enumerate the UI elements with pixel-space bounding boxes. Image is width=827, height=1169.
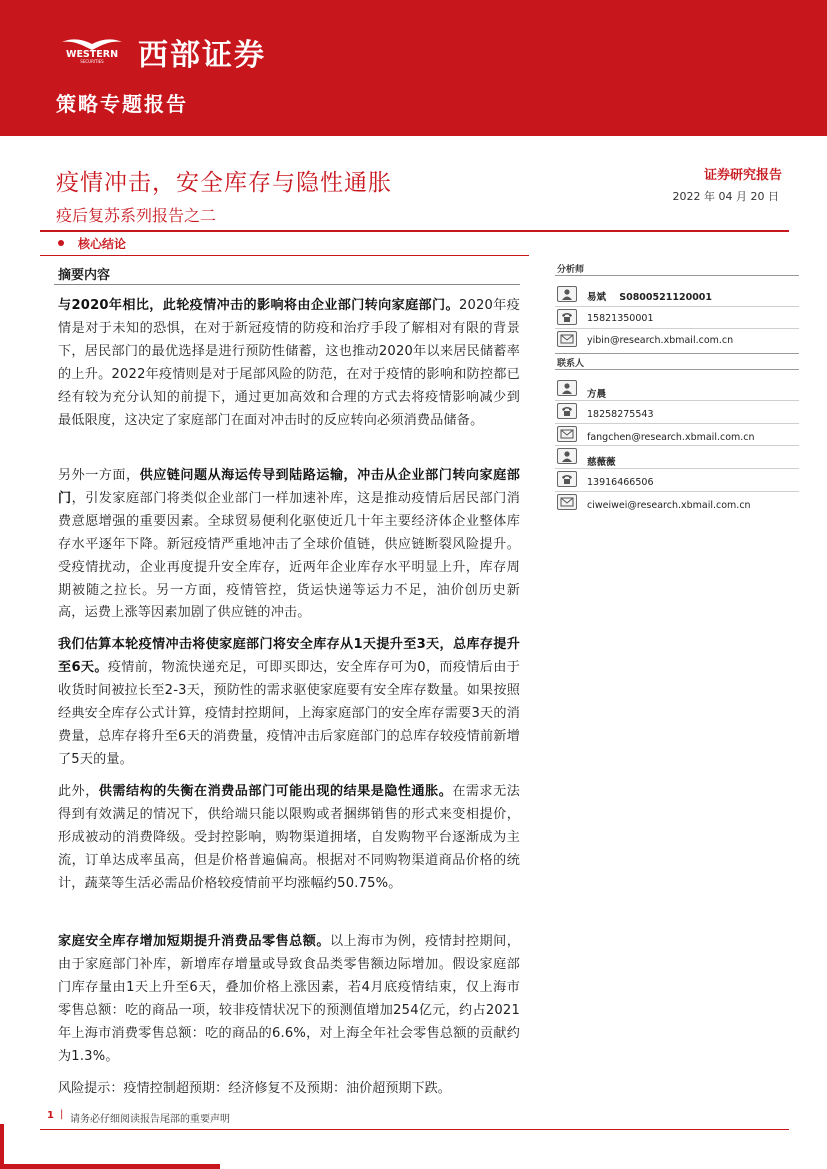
paragraph-bold: 与2020年相比，此轮疫情冲击的影响将由企业部门转向家庭部门。 [58, 298, 459, 313]
section-divider [555, 353, 799, 354]
title-divider [40, 230, 789, 232]
email-icon [557, 426, 577, 442]
contact-phone: 13916466506 [587, 477, 654, 488]
row-divider [555, 306, 799, 307]
paragraph-bold: 供需结构的失衡在消费品部门可能出现的结果是隐性通胀。 [98, 784, 453, 799]
page-number: 1 [47, 1110, 54, 1121]
row-divider [555, 328, 799, 329]
contact-phone: 18258275543 [587, 409, 654, 420]
brand-name: 西部证券 [138, 38, 266, 73]
paragraph [58, 634, 520, 771]
paragraph-bold: 供应链问题从海运传导到陆路运输，冲击从企业部门转向家庭部门 [58, 468, 520, 506]
footer-divider [40, 1129, 789, 1130]
paragraph-bold: 家庭安全库存增加短期提升消费品零售总额。 [58, 934, 330, 949]
contact-name: 慈薇薇 [587, 457, 616, 468]
person-icon [557, 286, 577, 302]
paragraph-bold: 我们估算本轮疫情冲击将使家庭部门将安全库存从1天提升至3天，总库存提升至6天。 [58, 637, 520, 675]
analyst-divider [555, 275, 799, 276]
header-banner [0, 0, 827, 136]
section-divider [555, 369, 799, 370]
paragraph-text: ，引发家庭部门将类似企业部门一样加速补库，这是推动疫情后居民部门消费意愿增强的重要因素。全球贸易便利化驱使近几十年主要经济体企业整体库存水平逐年下降。新冠疫情严重地冲击了全球价值链，供应链断裂风险提升。受疫情扰动，企业再度提升安全库存，近两年企业库存水平明显上升，库存周期被随之拉长。另一方面，疫情管控，货运快递等运力不足，油价创历史新高，运费上涨等因素加剧了供应链的冲击。 [58, 490, 520, 621]
paragraph-text: 以上海市为例，疫情封控期间，由于家庭部门补库，新增库存增量或导致食品类零售额边际增加。假设家庭部门库存量由1天上升至6天，叠加价格上涨因素，若4月底疫情结束，仅上海市零售总额：吃的商品一项，较非疫情状况下的预测值增加254亿元，约占2021年上海市消费零售总额：吃的商品的6.6%，对上海全年社会零售总额的贡献约为1.3%。 [58, 934, 520, 1064]
person-icon [557, 448, 577, 464]
paragraph-prefix: 此外， [58, 784, 99, 799]
paragraph-text: 在需求无法得到有效满足的情况下，供给端只能以限购或者捆绑销售的形式来变相提价，形成被动的消费降级。受封控影响，购物渠道拥堵，自发购物平台逐渐成为主流，订单达成率虽高，但是价格普遍偏高。根据对不同购物渠道商品价格的统计，蔬菜等生活必需品价格较疫情前平均涨幅约50.75%。 [58, 784, 520, 891]
analyst-phone: 15821350001 [587, 313, 654, 324]
analyst-heading: 分析师 [557, 265, 585, 275]
report-title: 疫情冲击，安全库存与隐性通胀 [56, 170, 392, 196]
row-divider [555, 400, 799, 401]
phone-icon [557, 471, 577, 487]
paragraph [58, 295, 520, 432]
paragraph-text: 2020年疫情是对于未知的恐惧，在对于新冠疫情的防疫和治疗手段了解相对有限的背景下，居民部门的最优选择是进行预防性储蓄，这也推动2020年以来居民储蓄率的上升。2022年疫情则是对于尾部风险的防范，在对于疫情的影响和防控都已经有较为充分认知的前提下，通过更加高效和合理的方式去将疫情影响减少到最低限度，这决定了家庭部门在面对冲击时的反应转向必须消费品储备。 [58, 298, 520, 428]
corner-decoration [0, 1164, 220, 1169]
analyst-name: 易斌 [587, 292, 607, 303]
western-logo-icon [56, 36, 128, 64]
phone-icon [557, 309, 577, 325]
section-title: 核心结论 [78, 237, 127, 251]
contact-heading: 联系人 [557, 359, 585, 369]
abstract-heading: 摘要内容 [58, 268, 111, 283]
row-divider [555, 468, 799, 469]
paragraph [58, 931, 520, 1068]
analyst-email[interactable]: yibin@research.xbmail.com.cn [587, 335, 734, 346]
person-icon [557, 380, 577, 396]
contact-email[interactable]: fangchen@research.xbmail.com.cn [587, 432, 755, 443]
corner-decoration [0, 1124, 4, 1169]
email-icon [557, 331, 577, 347]
disclaimer-note: 请务必仔细阅读报告尾部的重要声明 [70, 1114, 230, 1125]
paragraph-text: 疫情前，物流快递充足，可即买即达，安全库存可为0，而疫情后由于收货时间被拉长至2-3天，预防性的需求驱使家庭要有安全库存数量。如果按照经典安全库存公式计算，疫情封控期间，上海家庭部门的安全库存需要3天的消费量，总库存将升至6天的消费量，疫情冲击后家庭部门的总库存较疫情前新增了5天的量。 [58, 659, 520, 767]
paragraph [58, 781, 520, 896]
phone-icon [557, 403, 577, 419]
bullet-icon [58, 240, 64, 246]
report-category: 策略专题报告 [56, 92, 188, 116]
contact-name: 方晨 [587, 389, 607, 400]
logo-text: WESTERN [65, 49, 119, 60]
report-label: 证券研究报告 [703, 168, 782, 183]
footer-separator: | [60, 1109, 64, 1120]
report-date: 2022 年 04 月 20 日 [672, 190, 779, 203]
paragraph-prefix: 另外一方面， [58, 468, 140, 483]
risk-warning: 风险提示：疫情控制超预期：经济修复不及预期：油价超预期下跌。 [58, 1081, 451, 1096]
abstract-divider [54, 284, 520, 285]
contact-email[interactable]: ciweiwei@research.xbmail.com.cn [587, 500, 751, 511]
row-divider [555, 423, 799, 424]
report-subtitle: 疫后复苏系列报告之二 [56, 206, 217, 225]
logo-subtext: SECURITIES [80, 59, 104, 64]
section-divider [40, 255, 529, 256]
paragraph [58, 465, 520, 625]
row-divider [555, 491, 799, 492]
row-divider [555, 445, 799, 446]
analyst-name-row [587, 289, 712, 303]
analyst-cert: S0800521120001 [619, 292, 713, 303]
email-icon [557, 494, 577, 510]
